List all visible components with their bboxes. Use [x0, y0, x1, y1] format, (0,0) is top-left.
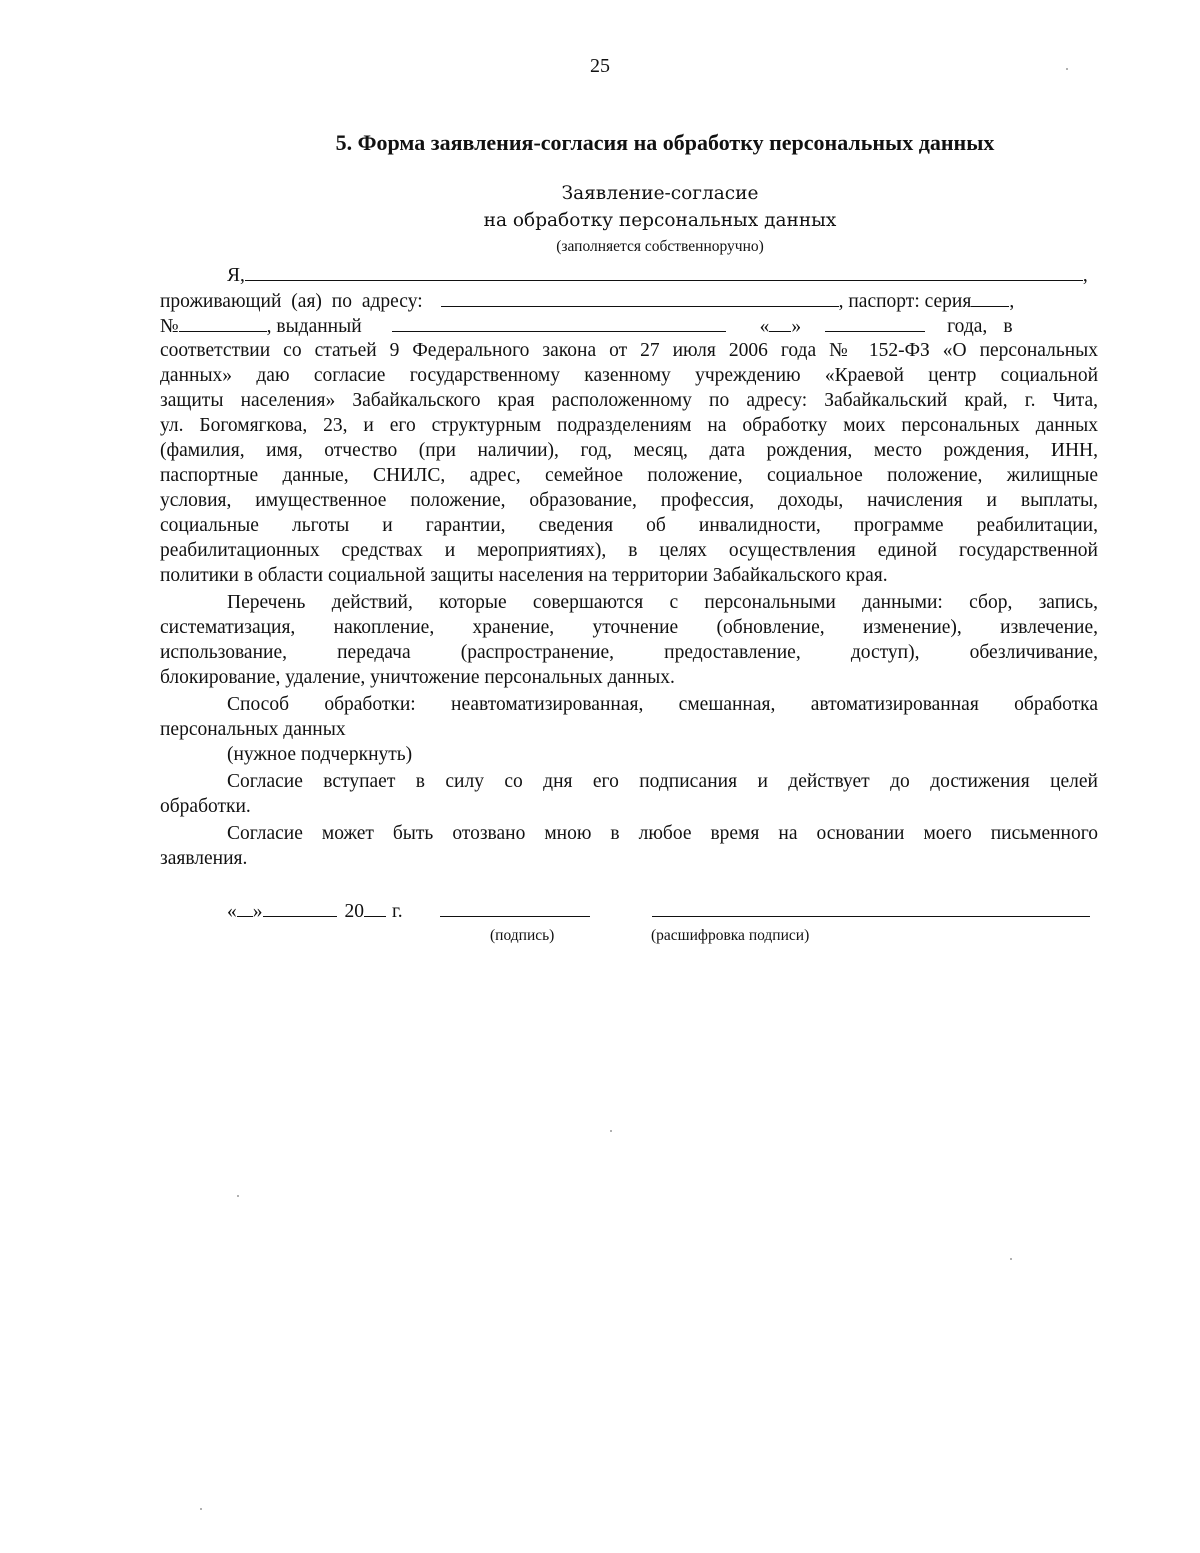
name-prefix: Я, [227, 265, 245, 286]
issued-label: , выданный [266, 316, 362, 337]
scan-speck [237, 1195, 239, 1197]
form-subtitle: на обработку персональных данных [483, 210, 837, 231]
paragraph-line: (фамилия, имя, отчество (при наличии), год, месяц, дата рождения, место рождения, ИНН, [160, 440, 1098, 461]
scan-speck [1010, 1258, 1012, 1260]
paragraph-line: социальные льготы и гарантии, сведения об инвалидности, программе реабилитации, [160, 515, 1098, 536]
address-label: проживающий (ая) по адресу: [160, 291, 423, 312]
signature-decode-field[interactable] [652, 898, 1090, 917]
issue-quote-open: « [759, 316, 770, 337]
passport-comma: , [1009, 291, 1015, 312]
form-fill-note: (заполняется собственноручно) [556, 238, 764, 255]
sign-month-field[interactable] [263, 898, 337, 917]
sign-day-field[interactable] [237, 898, 253, 917]
paragraph-line: ул. Богомягкова, 23, и его структурным подразделениям на обработку моих персональных данных [160, 415, 1098, 436]
sign-quote-open: « [227, 901, 237, 922]
sign-year-field[interactable] [364, 898, 386, 917]
number-label: № [160, 316, 179, 337]
paragraph-line: паспортные данные, СНИЛС, адрес, семейное положение, социальное положение, жилищные [160, 465, 1098, 486]
issue-quote-close: » [791, 316, 802, 337]
scan-speck [1066, 68, 1068, 70]
passport-label: , паспорт: серия [838, 291, 972, 312]
signature-field[interactable] [440, 898, 590, 917]
paragraph-line: Согласие вступает в силу со дня его подписания и действует до достижения целей [227, 771, 1098, 792]
name-line [227, 262, 1088, 288]
passport-line [160, 313, 1013, 339]
paragraph-line: защиты населения» Забайкальского края расположенному по адресу: Забайкальский край, г. Чита, [160, 390, 1098, 411]
paragraph-line: условия, имущественное положение, образование, профессия, доходы, начисления и выплаты, [160, 490, 1098, 511]
name-comma: , [1082, 265, 1088, 286]
address-line [160, 288, 1014, 314]
paragraph-line: использование, передача (распространение, предоставление, доступ), обезличивание, [160, 642, 1098, 663]
sign-year-prefix: 20 [344, 901, 364, 922]
underline-note: (нужное подчеркнуть) [227, 744, 413, 765]
passport-series-field[interactable] [971, 288, 1009, 307]
issue-month-field[interactable] [825, 313, 925, 332]
paragraph-line: Перечень действий, которые совершаются с персональными данными: сбор, запись, [227, 592, 1098, 613]
signature-caption: (подпись) [490, 927, 555, 944]
issued-by-field[interactable] [392, 313, 726, 332]
paragraph-line: обработки. [160, 796, 251, 817]
paragraph-line: соответствии со статьей 9 Федерального закона от 27 июля 2006 года № 152-ФЗ «О персональных [160, 340, 1098, 361]
sign-year-suffix: г. [392, 901, 403, 922]
passport-number-field[interactable] [179, 313, 267, 332]
paragraph-line: политики в области социальной защиты населения на территории Забайкальского края. [160, 565, 888, 586]
paragraph-line: данных» даю согласие государственному казенному учреждению «Краевой центр социальной [160, 365, 1098, 386]
form-title: Заявление-согласие [561, 183, 759, 204]
paragraph-line: Согласие может быть отозвано мною в любое время на основании моего письменного [227, 823, 1098, 844]
signature-date-line [227, 898, 403, 924]
paragraph-line: реабилитационных средствах и мероприятиях), в целях осуществления единой государственной [160, 540, 1098, 561]
paragraph-line: систематизация, накопление, хранение, уточнение (обновление, изменение), извлечение, [160, 617, 1098, 638]
paragraph-line: персональных данных [160, 719, 346, 740]
section-title: 5. Форма заявления-согласия на обработку персональных данных [335, 130, 995, 155]
paragraph-line: Способ обработки: неавтоматизированная, смешанная, автоматизированная обработка [227, 694, 1098, 715]
paragraph-line: блокирование, удаление, уничтожение персональных данных. [160, 667, 675, 688]
address-field[interactable] [441, 288, 839, 307]
year-word: года, [947, 316, 988, 337]
full-name-field[interactable] [245, 262, 1083, 281]
in-word: в [1003, 316, 1013, 337]
scan-speck [610, 1130, 612, 1132]
signature-decode-caption: (расшифровка подписи) [651, 927, 810, 944]
paragraph-line: заявления. [160, 848, 248, 869]
page-number: 25 [590, 55, 610, 77]
issue-day-field[interactable] [769, 313, 791, 332]
sign-quote-close: » [252, 901, 263, 922]
scan-speck [200, 1508, 202, 1510]
